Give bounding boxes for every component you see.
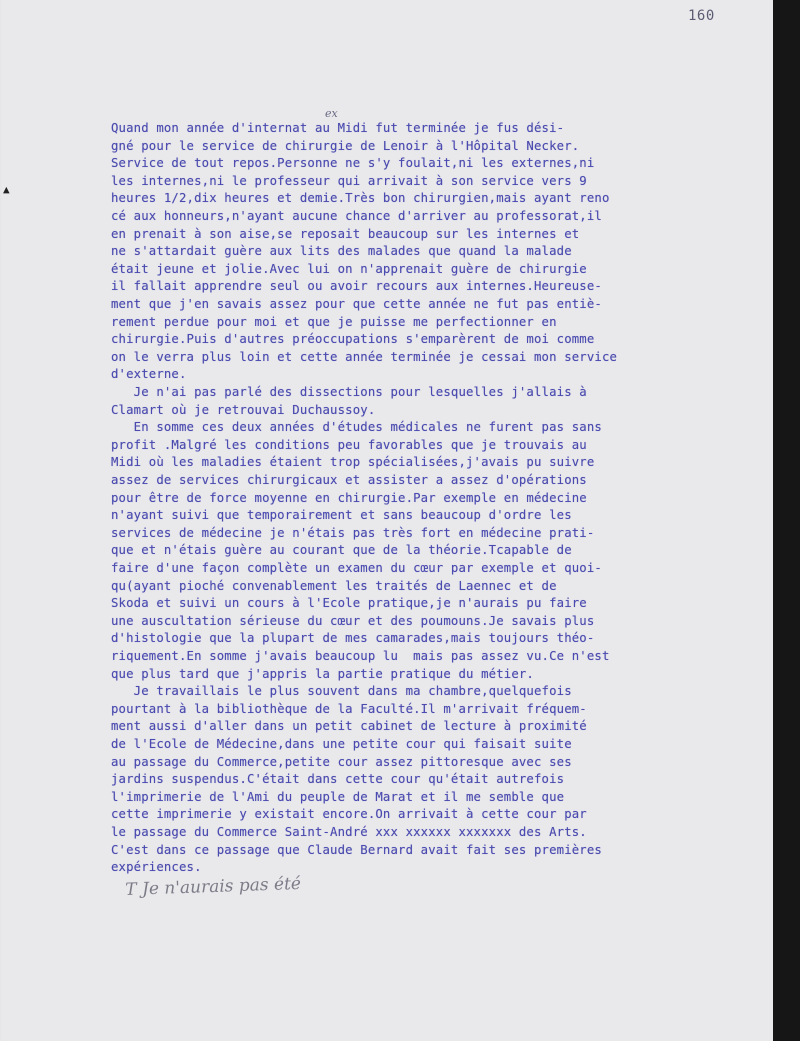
text-line: chirurgie.Puis d'autres préoccupations s'emparèrent de moi comme [111, 332, 595, 347]
text-line: C'est dans ce passage que Claude Bernard avait fait ses premières [111, 842, 602, 857]
text-line: services de médecine je n'étais pas très fort en médecine prati- [111, 525, 595, 540]
text-line: d'histologie que la plupart de mes camarades,mais toujours théo- [111, 631, 595, 646]
text-line: qu(ayant pioché convenablement les traités de Laennec et de [111, 578, 557, 593]
text-line: que et n'étais guère au courant que de la théorie.Tcapable de [111, 543, 572, 558]
text-line: l'imprimerie de l'Ami du peuple de Marat et il me semble que [111, 789, 565, 804]
text-line: Service de tout repos.Personne ne s'y foulait,ni les externes,ni [111, 156, 595, 171]
text-line: cette imprimerie y existait encore.On arrivait à cette cour par [111, 807, 587, 822]
text-line: d'externe. [111, 367, 187, 382]
text-line: on le verra plus loin et cette année terminée je cessai mon service [111, 349, 618, 364]
scan-edge [773, 0, 800, 1041]
text-line: Skoda et suivi un cours à l'Ecole pratique,je n'aurais pu faire [111, 596, 587, 611]
text-line: n'ayant suivi que temporairement et sans beaucoup d'ordre les [111, 508, 572, 523]
text-line: ne s'attardait guère aux lits des malades que quand la malade [111, 244, 572, 259]
text-line: ment aussi d'aller dans un petit cabinet de lecture à proximité [111, 719, 587, 734]
text-line: heures 1/2,dix heures et demie.Très bon chirurgien,mais ayant reno [111, 191, 610, 206]
text-line: il fallait apprendre seul ou avoir recours aux internes.Heureuse- [111, 279, 602, 294]
margin-mark: ▲ [3, 183, 10, 196]
text-line: pourtant à la bibliothèque de la Faculté.Il m'arrivait fréquem- [111, 701, 587, 716]
text-line: Je travaillais le plus souvent dans ma chambre,quelquefois [111, 684, 572, 699]
text-line: profit .Malgré les conditions peu favorables que je trouvais au [111, 437, 587, 452]
text-line: ment que j'en savais assez pour que cette année ne fut pas entiè- [111, 297, 602, 311]
text-line: le passage du Commerce Saint-André xxx xxxxxx xxxxxxx des Arts. [111, 825, 587, 839]
text-line: gné pour le service de chirurgie de Lenoir à l'Hôpital Necker. [111, 138, 580, 153]
text-line: assez de services chirurgicaux et assister a assez d'opérations [111, 473, 587, 487]
text-line: Midi où les maladies étaient trop spécialisées,j'avais pu suivre [111, 455, 595, 470]
text-line: pour être de force moyenne en chirurgie.Par exemple en médecine [111, 490, 587, 505]
text-line: Clamart où je retrouvai Duchaussoy. [111, 402, 376, 417]
text-line: que plus tard que j'appris la partie pratique du métier. [111, 666, 534, 681]
text-line: expériences. [111, 860, 202, 875]
handwritten-insertion: ex [325, 107, 338, 120]
handwritten-footnote: T Je n'aurais pas été [125, 873, 302, 900]
text-line: riquement.En somme j'avais beaucoup lu mais pas assez vu.Ce n'est [111, 649, 610, 663]
page-number: 160 [688, 8, 715, 24]
text-line: de l'Ecole de Médecine,dans une petite cour qui faisait suite [111, 737, 572, 751]
text-line: au passage du Commerce,petite cour assez pittoresque avec ses [111, 754, 572, 769]
text-line: jardins suspendus.C'était dans cette cour qu'était autrefois [111, 772, 565, 787]
text-line: était jeune et jolie.Avec lui on n'apprenait guère de chirurgie [111, 261, 587, 276]
text-line: en prenait à son aise,se reposait beaucoup sur les internes et [111, 226, 580, 241]
text-line: cé aux honneurs,n'ayant aucune chance d'arriver au professorat,il [111, 209, 602, 223]
text-line: Quand mon année d'internat au Midi fut terminée je fus dési- [111, 121, 565, 135]
text-line: En somme ces deux années d'études médicales ne furent pas sans [111, 420, 602, 435]
text-line: Je n'ai pas parlé des dissections pour lesquelles j'allais à [111, 385, 587, 399]
text-line: rement perdue pour moi et que je puisse me perfectionner en [111, 314, 557, 329]
text-line: les internes,ni le professeur qui arrivait à son service vers 9 [111, 173, 587, 188]
text-line: une auscultation sérieuse du cœur et des poumouns.Je savais plus [111, 613, 595, 628]
text-line: faire d'une façon complète un examen du cœur par exemple et quoi- [111, 561, 602, 575]
